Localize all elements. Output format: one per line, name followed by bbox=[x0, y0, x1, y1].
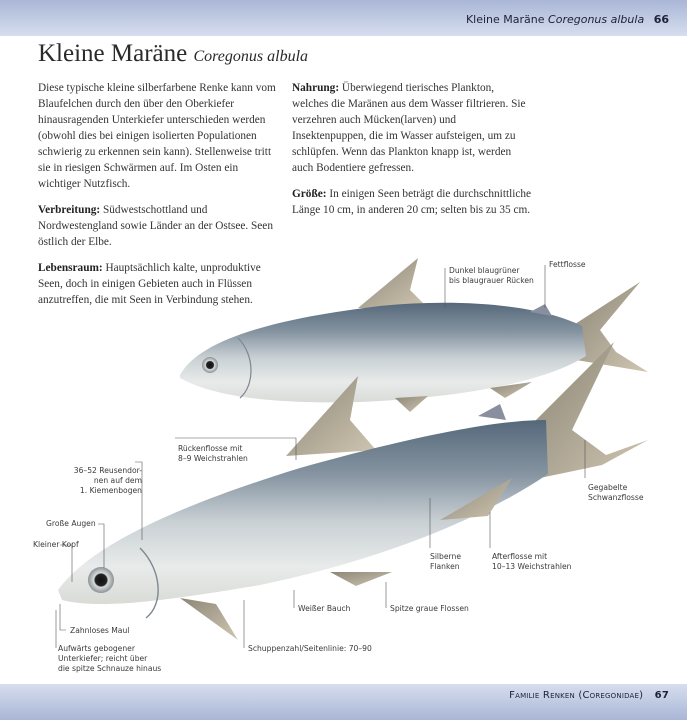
label-lower-jaw-line3: die spitze Schnauze hinaus bbox=[58, 664, 162, 673]
label-lower-jaw bbox=[58, 644, 161, 674]
label-lower-jaw-line1: Aufwärts gebogener bbox=[58, 644, 135, 653]
title-common-name: Kleine Maräne bbox=[38, 40, 188, 67]
nahrung-text: Überwiegend tierisches Plankton, welches die Maränen aus dem Wasser filtrieren. Sie verzehren auch Mücken(larven) und Insektenpuppen, die im Wasser aufsteigen, um zu schlüpfen. Wenn das Plankton knapp ist, werden auch Bodentiere gefressen. bbox=[292, 82, 526, 174]
upper-pelvic-fin bbox=[395, 396, 428, 412]
lower-eye bbox=[88, 567, 114, 593]
label-dorsal-fin-line2: 8–9 Weichstrahlen bbox=[178, 454, 248, 463]
label-tail-fin-line2: Schwanzflosse bbox=[588, 493, 644, 502]
label-small-head: Kleiner Kopf bbox=[33, 540, 79, 549]
lower-pectoral-fin bbox=[180, 598, 238, 640]
label-flanks bbox=[430, 552, 461, 572]
groesse-text: In einigen Seen beträgt die durchschnittliche Länge 10 cm, in anderen 20 cm; selten bis zu 35 cm. bbox=[292, 188, 532, 216]
label-dorsal-fin-line1: Rückenflosse mit bbox=[178, 444, 243, 453]
label-gill-rakers-line1: 36–52 Reusendor- bbox=[73, 466, 142, 475]
label-anal-fin-line1: Afterflosse mit bbox=[492, 552, 548, 561]
label-back-color-line2: bis blaugrauer Rücken bbox=[449, 276, 534, 285]
label-mouth: Zahnloses Maul bbox=[70, 626, 130, 635]
nahrung-label: Nahrung: bbox=[292, 82, 340, 94]
label-anal-fin bbox=[492, 552, 572, 572]
groesse-label: Größe: bbox=[292, 188, 327, 200]
label-tail-fin bbox=[588, 483, 644, 503]
page-number-right: 67 bbox=[654, 690, 669, 701]
label-tail-fin-line1: Gegabelte bbox=[588, 483, 628, 492]
label-fins: Spitze graue Flossen bbox=[390, 604, 469, 613]
label-gill-rakers-line3: 1. Kiemenbogen bbox=[79, 486, 142, 495]
running-footer bbox=[509, 690, 669, 701]
verbreitung-label: Verbreitung: bbox=[38, 204, 101, 216]
label-dorsal-fin bbox=[178, 444, 248, 464]
label-belly: Weißer Bauch bbox=[298, 604, 351, 613]
label-adipose-fin: Fettflosse bbox=[549, 260, 586, 269]
upper-eye bbox=[202, 357, 218, 373]
label-gill-rakers-line2: nen auf dem bbox=[93, 476, 142, 485]
label-back-color bbox=[449, 266, 534, 286]
label-scale-count: Schuppenzahl/Seitenlinie: 70–90 bbox=[248, 644, 372, 653]
running-title: Kleine Maräne bbox=[465, 13, 545, 26]
intro-paragraph: Diese typische kleine silberfarbene Renke kann vom Blaufelchen durch den über den Oberkiefer hinausragenden Unterkiefer unterschieden werden (obwohl dies bei einigen isolierten Populationen schwierig zu erkennen sein kann). Stellenweise tritt sie in riesigen Schwärmen auf. Im Osten ein wichtiger Nutzfisch. bbox=[38, 82, 276, 190]
lower-fish bbox=[58, 342, 648, 640]
upper-dorsal-fin bbox=[358, 258, 428, 308]
label-anal-fin-line2: 10–13 Weichstrahlen bbox=[492, 562, 572, 571]
label-gill-rakers bbox=[62, 466, 142, 496]
running-species: Coregonus albula bbox=[548, 13, 645, 26]
label-large-eyes: Große Augen bbox=[46, 519, 96, 528]
lebensraum-label: Lebensraum: bbox=[38, 262, 103, 274]
footer-family: Familie Renken (Coregonidae) bbox=[509, 690, 644, 701]
label-flanks-line2: Flanken bbox=[430, 562, 460, 571]
lower-pelvic-fin bbox=[330, 572, 392, 586]
page-number-left: 66 bbox=[653, 13, 669, 26]
upper-body bbox=[180, 303, 586, 403]
lower-adipose-fin bbox=[478, 404, 506, 420]
label-back-color-line1: Dunkel blaugrüner bbox=[449, 266, 520, 275]
lebensraum-text: Hauptsächlich kalte, unproduktive Seen, doch in einigen Gebieten auch in Flüssen anzutreffen, die mit Seen in Verbindung stehen. bbox=[38, 262, 261, 306]
verbreitung-text: Südwestschottland und Nordwestengland sowie Länder an der Ostsee. Seen östlich der Elbe. bbox=[38, 204, 273, 248]
title-latin-name: Coregonus albula bbox=[193, 48, 309, 65]
label-flanks-line1: Silberne bbox=[430, 552, 462, 561]
label-lower-jaw-line2: Unterkiefer; reicht über bbox=[58, 654, 148, 663]
upper-tail-fin bbox=[572, 282, 648, 372]
